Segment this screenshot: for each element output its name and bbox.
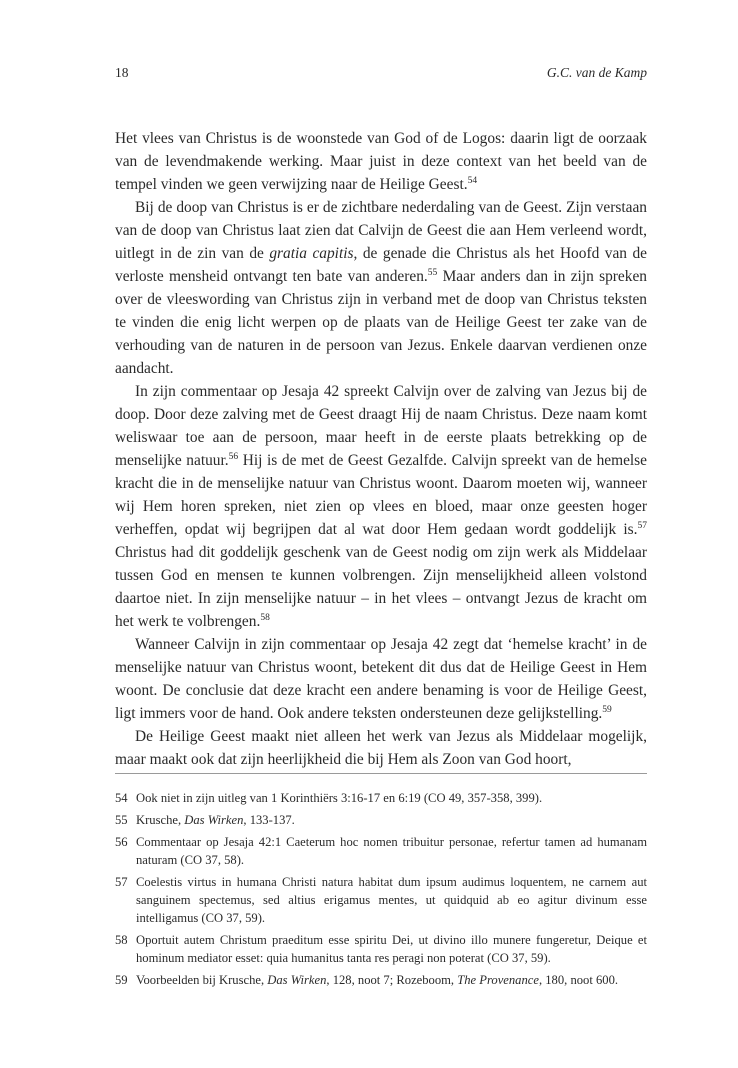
footnote-text: Krusche, Das Wirken, 133-137. [136, 813, 295, 827]
footnote-ref[interactable]: 59 [602, 705, 612, 715]
paragraph-text: Maar anders dan in zijn spreken over de vleeswording van Christus zijn in verband met de doop van Christus teksten te vinden die enig licht werpen op de plaats van de Heilige Geest ter zake van de verhouding van de naturen in de persoon van Jezus. Enkele daarvan verdienen onze aandacht. [115, 268, 647, 377]
footnote-ref[interactable]: 56 [228, 452, 239, 462]
footnote-number: 55 [115, 813, 128, 827]
paragraph-emphasis: gratia capitis [269, 245, 354, 262]
paragraph-text: Wanneer Calvijn in zijn commentaar op Jesaja 42 zegt dat ‘hemelse kracht’ in de menselijke natuur van Christus woont, betekent dit dus dat de Heilige Geest in Hem woont. De conclusie dat deze kracht een andere benaming is voor de Heilige Geest, ligt immers voor de hand. Ook andere teksten ondersteunen deze gelijkstelling. [115, 636, 647, 722]
footnote [115, 833, 647, 869]
paragraph [115, 380, 647, 633]
running-head-author: G.C. van de Kamp [546, 65, 647, 80]
footnote [115, 873, 647, 927]
footnote-ref[interactable]: 58 [260, 613, 270, 623]
paragraph-text: , de genade die Christus als het Hoofd van de verloste mensheid ontvangt ten bate van anderen. [115, 245, 648, 285]
paragraph-text: Het vlees van Christus is de woonstede van God of de Logos: daarin ligt de oorzaak van de levendmakende werking. Maar juist in deze context van het beeld van de tempel vinden we geen verwijzing naar de Heilige Geest. [115, 130, 647, 193]
footnote [115, 931, 647, 967]
body-text [115, 127, 647, 771]
footnote-text: Commentaar op Jesaja 42:1 Caeterum hoc nomen tribuitur personae, refertur tamen ad humanam naturam (CO 37, 58). [136, 835, 647, 867]
footnote-number: 58 [115, 933, 128, 947]
footnote-divider [115, 773, 647, 774]
footnote-number: 54 [115, 791, 128, 805]
paragraph-text: Christus had dit goddelijk geschenk van de Geest nodig om zijn werk als Middelaar tussen God en mensen te kunnen volbrengen. Zijn menselijkheid alleen volstond daartoe niet. In zijn menselijke natuur – in het vlees – ontvangt Jezus de kracht om het werk te volbrengen. [115, 544, 647, 630]
footnote-text: Ook niet in zijn uitleg van 1 Korinthiërs 3:16-17 en 6:19 (CO 49, 357-358, 399). [136, 791, 543, 805]
paragraph [115, 633, 647, 725]
footnote-number: 56 [115, 835, 128, 849]
running-head [115, 64, 647, 82]
footnotes [115, 789, 647, 993]
footnote-number: 57 [115, 875, 128, 889]
footnote [115, 971, 647, 989]
footnote-ref[interactable]: 55 [427, 268, 438, 278]
paragraph-text: Hij is de met de Geest Gezalfde. Calvijn spreekt van de hemelse kracht die in de menselijke natuur van Christus woont. Daarom moeten wij, wanneer wij Hem horen spreken, niet zien op vlees en bloed, maar onze geesten hoger verheffen, opdat wij begrijpen dat al wat door Hem gedaan wordt goddelijk is. [115, 452, 648, 538]
paragraph [115, 725, 647, 771]
footnote [115, 811, 647, 829]
page-number: 18 [115, 65, 129, 80]
footnote-ref[interactable]: 57 [637, 521, 647, 531]
footnote-ref[interactable]: 54 [467, 176, 478, 186]
paragraph-text: De Heilige Geest maakt niet alleen het werk van Jezus als Middelaar mogelijk, maar maakt ook dat zijn heerlijkheid die bij Hem als Zoon van God hoort, [115, 728, 647, 768]
paragraph [115, 127, 647, 196]
paragraph-text: Bij de doop van Christus is er de zichtbare nederdaling van de Geest. Zijn verstaan van de doop van Christus laat zien dat Calvijn de Geest die aan Hem verleend wordt, uitlegt in de zin van de [115, 199, 647, 262]
footnote-text: Coelestis virtus in humana Christi natura habitat dum ipsum audimus loquentem, ne carnem aut sanguinem spectemus, sed altius erigamus mentes, ut quidquid ab eo agitur divinum esse intelligamus (CO 37, 59). [136, 875, 647, 925]
footnote-text: Oportuit autem Christum praeditum esse spiritu Dei, ut divino illo munere fungeretur, Deique et hominum mediator esset: quia humanitus tanta res peragi non poterat (CO 37, 59). [136, 933, 647, 965]
paragraph-text: In zijn commentaar op Jesaja 42 spreekt Calvijn over de zalving van Jezus bij de doop. Door deze zalving met de Geest draagt Hij de naam Christus. Deze naam komt weliswaar toe aan de persoon, maar heeft in de eerste plaats betrekking op de menselijke natuur. [115, 383, 647, 469]
footnote-text: Voorbeelden bij Krusche, Das Wirken, 128, noot 7; Rozeboom, The Provenance, 180, noot 600. [136, 973, 619, 987]
footnote [115, 789, 647, 807]
paragraph [115, 196, 647, 380]
footnote-number: 59 [115, 973, 128, 987]
